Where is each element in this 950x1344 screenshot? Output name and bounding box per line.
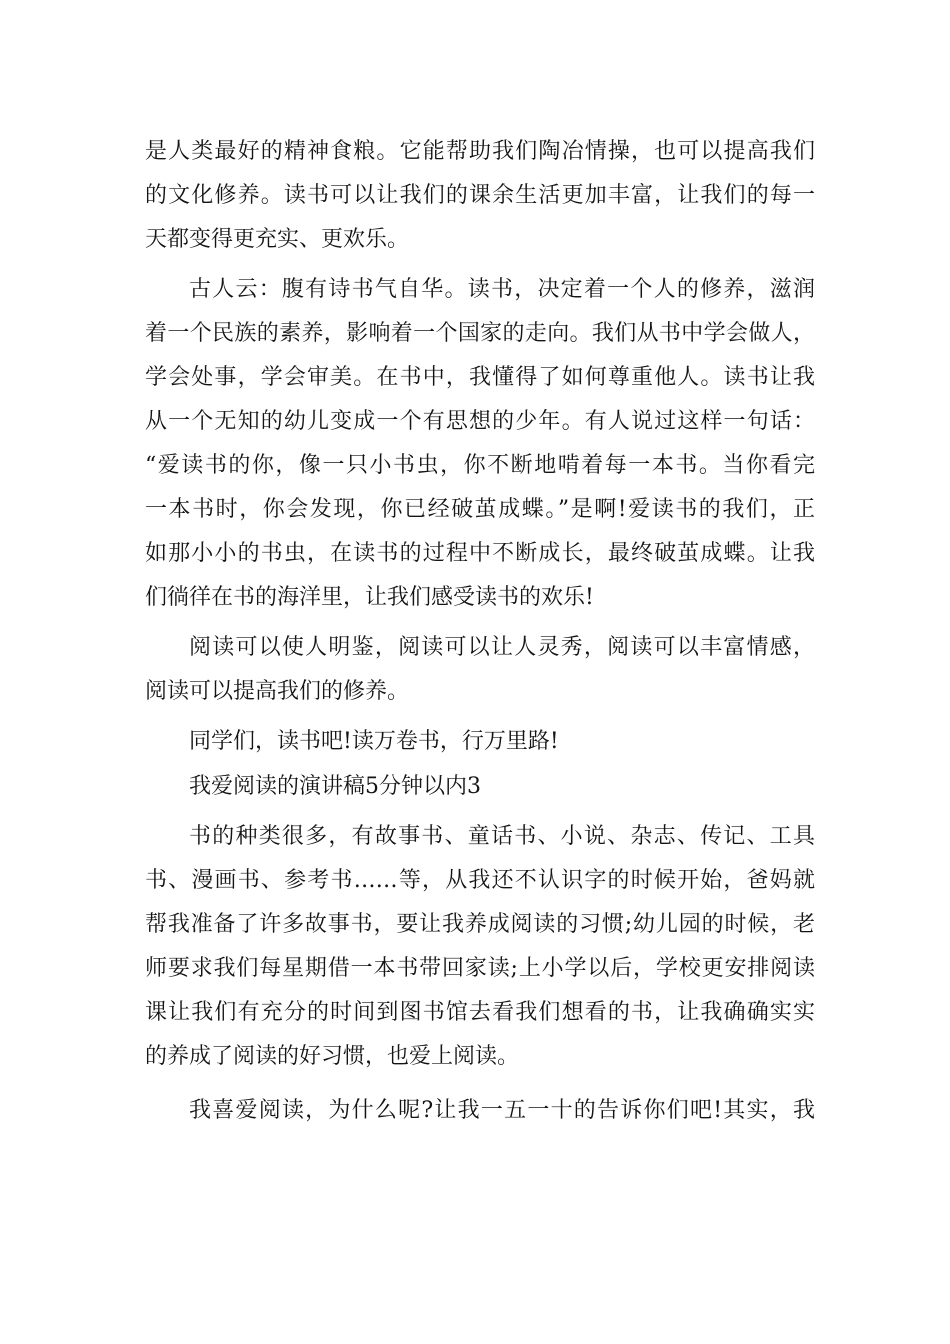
text-line: 的养成了阅读的好习惯，也爱上阅读。 bbox=[145, 1044, 520, 1069]
text-line: 古人云：腹有诗书气自华。读书，决定着一个人的修养，滋润 bbox=[189, 277, 815, 302]
text-line: 学会处事，学会审美。在书中，我懂得了如何尊重他人。读书让我 bbox=[145, 365, 815, 390]
text-line: 从一个无知的幼儿变成一个有思想的少年。有人说过这样一句话： bbox=[145, 409, 815, 434]
text-line: 书的种类很多，有故事书、童话书、小说、杂志、传记、工具 bbox=[189, 824, 815, 849]
text-line: 阅读可以提高我们的修养。 bbox=[145, 679, 410, 704]
text-line: 同学们，读书吧!读万卷书，行万里路! bbox=[189, 729, 559, 754]
text-line: 课让我们有充分的时间到图书馆去看我们想看的书，让我确确实实 bbox=[145, 1000, 815, 1025]
text-line: 一本书时，你会发现，你已经破茧成蝶。”是啊!爱读书的我们，正 bbox=[145, 497, 815, 522]
text-line: 书、漫画书、参考书……等，从我还不认识字的时候开始，爸妈就 bbox=[145, 868, 815, 893]
text-line: 阅读可以使人明鉴，阅读可以让人灵秀，阅读可以丰富情感， bbox=[189, 635, 815, 660]
text-line: “爱读书的你，像一只小书虫，你不断地啃着每一本书。当你看完 bbox=[145, 453, 815, 478]
text-line: 如那小小的书虫，在读书的过程中不断成长，最终破茧成蝶。让我 bbox=[145, 541, 815, 566]
text-line: 的文化修养。读书可以让我们的课余生活更加丰富，让我们的每一 bbox=[145, 183, 815, 208]
document-body bbox=[145, 130, 815, 1133]
text-line: 是人类最好的精神食粮。它能帮助我们陶冶情操，也可以提高我们 bbox=[145, 139, 815, 164]
text-line: 师要求我们每星期借一本书带回家读;上小学以后，学校更安排阅读 bbox=[145, 956, 815, 981]
text-line: 帮我准备了许多故事书，要让我养成阅读的习惯;幼儿园的时候，老 bbox=[145, 912, 815, 937]
section-heading: 我爱阅读的演讲稿5分钟以内3 bbox=[189, 774, 481, 799]
text-line: 我喜爱阅读，为什么呢?让我一五一十的告诉你们吧!其实，我 bbox=[189, 1098, 815, 1123]
text-line: 天都变得更充实、更欢乐。 bbox=[145, 227, 410, 252]
text-line: 着一个民族的素养，影响着一个国家的走向。我们从书中学会做人， bbox=[145, 321, 815, 346]
text-line: 们徜徉在书的海洋里，让我们感受读书的欢乐! bbox=[145, 585, 594, 610]
